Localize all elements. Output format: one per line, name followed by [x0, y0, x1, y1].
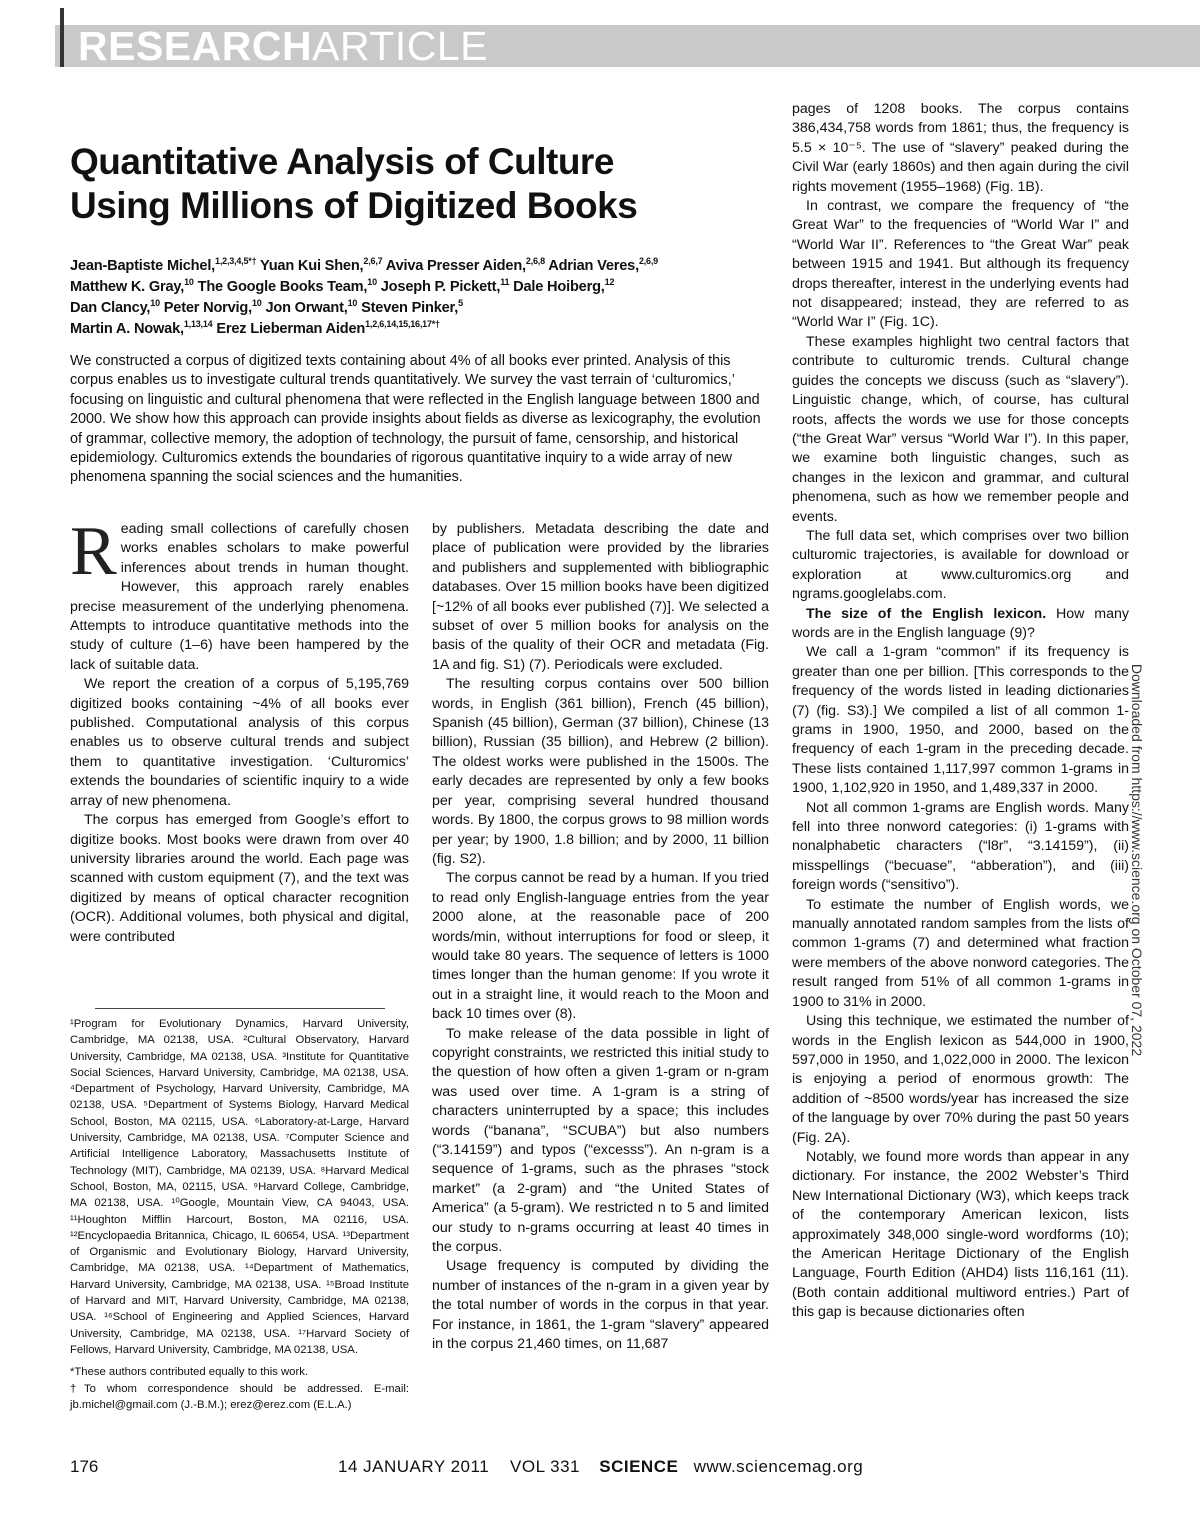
body-column-2: [432, 520, 769, 1354]
author-affiliation-marks: 10: [367, 277, 377, 288]
issue-info: [338, 1457, 863, 1477]
header-rule: [60, 8, 64, 67]
paragraph: The full data set, which comprises over two billion culturomic trajectories, is available for download or exploration at www.culturomics.org and ngrams.googlelabs.com.: [792, 527, 1129, 603]
drop-cap: R: [70, 513, 117, 590]
author-name: Jean-Baptiste Michel,: [70, 258, 216, 274]
article-type-light: ARTICLE: [312, 23, 489, 69]
journal-url[interactable]: www.sciencemag.org: [693, 1457, 864, 1476]
body-column-1: [70, 513, 409, 947]
paragraph: Usage frequency is computed by dividing the number of instances of the n-gram in a given year by the total number of words in the corpus in that year. For instance, in 1861, the 1-gram “slavery” appeared in the corpus 21,460 times, on 11,687: [432, 1258, 769, 1353]
author-name: Adrian Veres,: [548, 258, 639, 274]
author-affiliation-marks: 10: [251, 298, 262, 309]
author-name: Matthew K. Gray,: [70, 279, 185, 295]
journal-name: SCIENCE: [599, 1457, 679, 1476]
issue-date-volume: 14 JANUARY 2011 VOL 331: [338, 1457, 581, 1476]
author-name: The Google Books Team,: [197, 279, 368, 295]
author-name: Peter Norvig,: [163, 300, 252, 316]
author-name: Dan Clancy,: [70, 300, 151, 316]
equal-contribution-note: *These authors contributed equally to this work.: [70, 1366, 308, 1379]
author-affiliation-marks: 12: [604, 277, 615, 288]
author-affiliation-marks: 5: [458, 298, 463, 309]
paragraph: Using this technique, we estimated the number of words in the English lexicon as 544,000 in 1900, 597,000 in 1950, and 1,022,000 in 2000. The lexicon is enjoying a period of enormous growth: The addition of ~8500 words/year has increased the size of the language by over 70% during the past 50 years (Fig. 2A).: [792, 1013, 1129, 1146]
author-affiliation-marks: 10: [150, 298, 160, 309]
footnotes: [70, 1016, 409, 1413]
paragraph: Not all common 1-grams are English words. Many fell into three nonword categories: (i) 1-grams with nonalphabetic characters (“l8r”, “3.14159”), (ii) misspellings (“becuase”, “abberation”), and (iii) foreign words (“sensitivo”).: [792, 799, 1129, 894]
section-heading: The size of the English lexicon.: [806, 605, 1047, 622]
paragraph: pages of 1208 books. The corpus contains 386,434,758 words from 1861; thus, the frequency is 5.5 × 10⁻⁵. The use of “slavery” peaked during the Civil War (early 1860s) and then again during the civil rights movement (1955–1968) (Fig. 1B).: [792, 101, 1129, 195]
author-name: Aviva Presser Aiden,: [385, 258, 526, 274]
paragraph: To estimate the number of English words, we manually annotated random samples from the lists of common 1-grams (7) and determined what fraction were members of the above nonword categories. The result ranged from 51% of all common 1-grams in 1900 to 31% in 2000.: [792, 896, 1129, 1010]
author-affiliation-marks: 1,2,6,14,15,16,17*†: [365, 319, 440, 330]
section-heading-paragraph: [792, 605, 1129, 644]
author-name: Martin A. Nowak,: [70, 321, 184, 337]
affiliations: ¹Program for Evolutionary Dynamics, Harvard University, Cambridge, MA 02138, USA. ²Cultural Observatory, Harvard University, Cambridge, MA 02138, USA. ³Institute for Quantitative Social Sciences, Harvard University, Cambridge, MA 02138, USA. ⁴Department of Psychology, Harvard University, Cambridge, MA 02138, USA. ⁵Department of Systems Biology, Harvard Medical School, Boston, MA 02115, USA. ⁶Laboratory-at-Large, Harvard University, Cambridge, MA 02138, USA. ⁷Computer Science and Artificial Intelligence Laboratory, Massachusetts Institute of Technology (MIT), Cambridge, MA 02139, USA. ⁸Harvard Medical School, Boston, MA, 02115, USA. ⁹Harvard College, Cambridge, MA 02138, USA. ¹⁰Google, Mountain View, CA 94043, USA. ¹¹Houghton Mifflin Harcourt, Boston, MA 02116, USA. ¹²Encyclopaedia Britannica, Chicago, IL 60654, USA. ¹³Department of Organismic and Evolutionary Biology, Harvard University, Cambridge, MA 02138, USA. ¹⁴Department of Mathematics, Harvard University, Cambridge, MA 02138, USA. ¹⁵Broad Institute of Harvard and MIT, Harvard University, Cambridge, MA 02138, USA. ¹⁶School of Engineering and Applied Sciences, Harvard University, Cambridge, MA 02138, USA. ¹⁷Harvard Society of Fellows, Harvard University, Cambridge, MA 02138, USA.: [70, 1018, 409, 1356]
author-name: Joseph P. Pickett,: [380, 279, 501, 295]
author-name: Erez Lieberman Aiden: [216, 321, 366, 337]
footnote-rule: [95, 1008, 385, 1009]
author-affiliation-marks: 2,6,8: [525, 256, 545, 267]
author-list: [70, 256, 770, 340]
paragraph: We report the creation of a corpus of 5,195,769 digitized books containing ~4% of all books ever published. Computational analysis of this corpus enables us to observe cultural trends and subject them to quantitative investigation. ‘Culturomics’ extends the boundaries of scientific inquiry to a wide array of new phenomena.: [70, 676, 409, 809]
paragraph: The corpus cannot be read by a human. If you tried to read only English-language entries from the year 2000 alone, at the reasonable pace of 200 words/min, without interruptions for food or sleep, it would take 80 years. The sequence of letters is 1000 times longer than the human genome: If you wrote it out in a straight line, it would reach to the Moon and back 10 times over (8).: [432, 870, 769, 1023]
paragraph: We call a 1-gram “common” if its frequency is greater than one per billion. [This corresponds to the frequency of the words listed in leading dictionaries (7) (fig. S3).] We compiled a list of all common 1-grams in 1900, 1950, and 2000, based on the frequency of each 1-gram in the preceding decade. These lists contained 1,117,997 common 1-grams in 1900, 1,102,920 in 1950, and 1,489,337 in 2000.: [792, 644, 1129, 797]
section-heading-tail: How many words are in the English language (9)?: [792, 605, 1129, 641]
article-title: Quantitative Analysis of Culture Using Millions of Digitized Books: [70, 141, 638, 226]
paragraph: These examples highlight two central factors that contribute to culturomic trends. Cultural change guides the concepts we discuss (such as “slavery”). Linguistic change, which, of course, has cultural roots, affects the words we use for those concepts (“the Great War” versus “World War I”). In this paper, we examine both linguistic changes, such as changes in the lexicon and grammar, and cultural phenomena, such as how we remember people and events.: [792, 333, 1129, 525]
paragraph: The corpus has emerged from Google’s effort to digitize books. Most books were drawn from over 40 university libraries around the world. Each page was scanned with custom equipment (7), and the text was digitized by means of optical character recognition (OCR). Additional volumes, both physical and digital, were contributed: [70, 812, 409, 945]
paragraph: In contrast, we compare the frequency of “the Great War” to the frequencies of “World War I” and “World War II”. References to “the Great War” peak between 1915 and 1941. But although its frequency drops thereafter, interest in the underlying events had not disappeared; instead, they are referred to as “World War I” (Fig. 1C).: [792, 198, 1129, 331]
correspondence-note: †To whom correspondence should be addressed. E-mail: jb.michel@gmail.com (J.-B.M.); erez@erez.com (E.L.A.): [70, 1382, 409, 1411]
author-affiliation-marks: 2,6,7: [363, 256, 383, 267]
body-column-3: [792, 100, 1129, 1323]
paragraph: Notably, we found more words than appear in any dictionary. For instance, the 2002 Webster’s Third New International Dictionary (W3), which keeps track of the contemporary American lexicon, lists approximately 348,000 single-word wordforms (10); the American Heritage Dictionary of the English Language, Fourth Edition (AHD4) lists 116,161 (11). (Both contain additional multiword entries.) Part of this gap is because dictionaries often: [792, 1148, 1129, 1321]
paragraph: eading small collections of carefully chosen works enables scholars to make powerful inferences about trends in human thought. However, this approach rarely enables precise measurement of the underlying phenomena. Attempts to introduce quantitative methods into the study of culture (1–6) have been hampered by the lack of suitable data.: [70, 521, 409, 673]
author-name: Steven Pinker,: [361, 300, 459, 316]
paragraph: To make release of the data possible in light of copyright constraints, we restricted this initial study to the question of how often a given 1-gram or n-gram was used over time. A 1-gram is a string of characters uninterrupted by a space; this includes words (“banana”, “SCUBA”) but also numbers (“3.14159”) and typos (“excesss”). An n-gram is a sequence of 1-grams, such as the phrases “stock market” (a 2-gram) and “the United States of America” (a 5-gram). We restricted n to 5 and limited our study to n-grams occurring at least 40 times in the corpus.: [432, 1025, 769, 1256]
article-type-label: [78, 24, 488, 68]
abstract: We constructed a corpus of digitized texts containing about 4% of all books ever printed. Analysis of this corpus enables us to investigate cultural trends quantitatively. We survey the vast terrain of ‘culturomics,’ focusing on linguistic and cultural phenomena that were reflected in the English language between 1800 and 2000. We show how this approach can provide insights about fields as diverse as lexicography, the evolution of grammar, collective memory, the adoption of technology, the pursuit of fame, censorship, and historical epidemiology. Culturomics extends the boundaries of rigorous quantitative inquiry to a wide array of new phenomena spanning the social sciences and the humanities.: [70, 353, 761, 486]
article-type-bold: RESEARCH: [78, 23, 313, 69]
page-footer: [0, 1450, 1200, 1490]
author-name: Yuan Kui Shen,: [259, 258, 364, 274]
author-affiliation-marks: 10: [347, 298, 358, 309]
author-name: Dale Hoiberg,: [513, 279, 605, 295]
author-affiliation-marks: 10: [184, 277, 194, 288]
paragraph: The resulting corpus contains over 500 billion words, in English (361 billion), French (45 billion), Spanish (45 billion), German (37 billion), Chinese (13 billion), Russian (35 billion), and Hebrew (2 billion). The oldest works were published in the 1500s. The early decades are represented by only a few books per year, comprising several hundred thousand words. By 1800, the corpus grows to 98 million words per year; by 1900, 1.8 billion; and by 2000, 11 billion (fig. S2).: [432, 676, 769, 867]
page-number: 176: [70, 1457, 99, 1476]
author-affiliation-marks: 1,13,14: [183, 319, 213, 330]
author-name: Jon Orwant,: [265, 300, 348, 316]
author-affiliation-marks: 1,2,3,4,5*†: [215, 256, 257, 267]
author-affiliation-marks: 2,6,9: [638, 256, 658, 267]
paragraph: by publishers. Metadata describing the date and place of publication were provided by the libraries and publishers and supplemented with bibliographic databases. Over 15 million books have been digitized [~12% of all books ever published (7)]. We selected a subset of over 5 million books for analysis on the basis of the quality of their OCR and metadata (Fig. 1A and fig. S1) (7). Periodicals were excluded.: [432, 521, 769, 673]
download-watermark: Downloaded from https://www.science.org on October 07, 2022: [1129, 663, 1145, 1057]
author-affiliation-marks: 11: [500, 277, 510, 288]
